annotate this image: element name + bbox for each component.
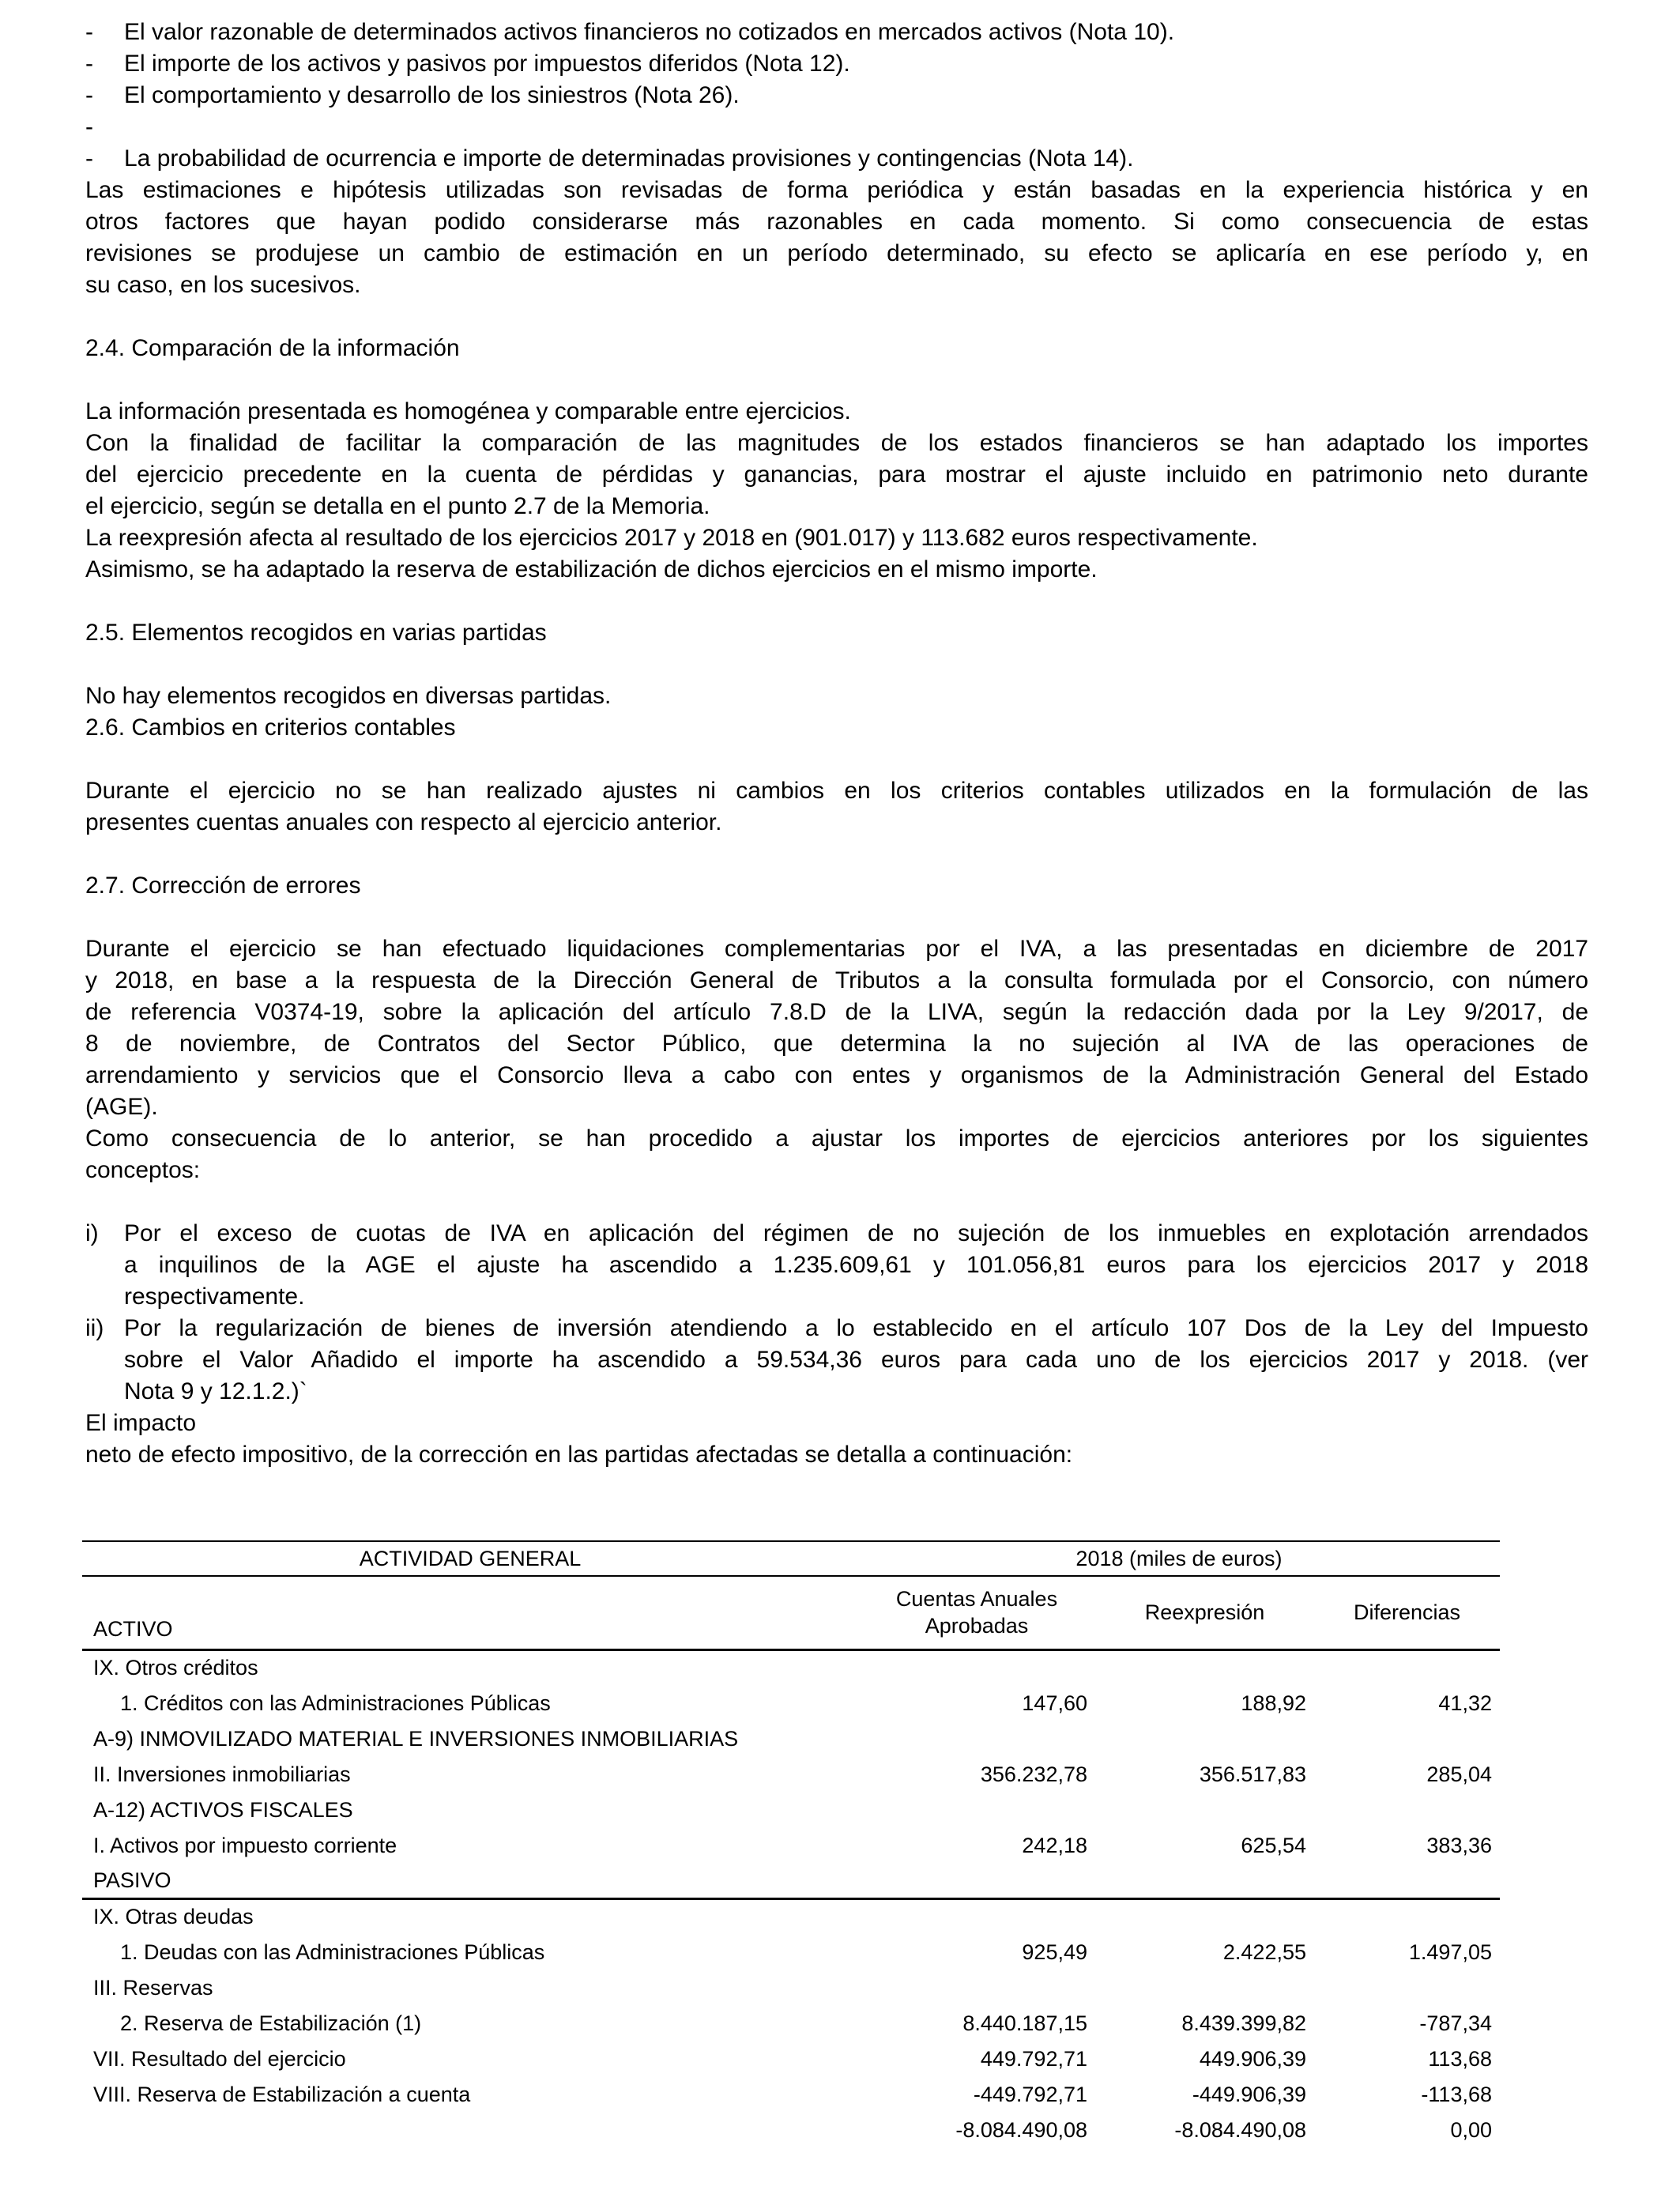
list-item-text [124,1313,1588,1408]
paragraph: La información presentada es homogénea y comparable entre ejercicios. [85,398,851,424]
row-value: -8.084.490,08 [955,2117,1087,2142]
row-value [1095,1970,1314,2005]
column-header-diferencias: Diferencias [1314,1576,1500,1649]
paragraph-estimaciones [85,175,1588,301]
table-header-row [82,1576,1500,1649]
spacer [85,839,1588,870]
paragraph: neto de efecto impositivo, de la corrección en las partidas afectadas se detalla a continuación: [85,1442,1073,1468]
row-label: VII. Resultado del ejercicio [93,2046,346,2071]
bullet-text: El importe de los activos y pasivos por impuestos diferidos (Nota 12). [124,51,850,77]
list-marker: i) [85,1220,99,1246]
row-value: -449.906,39 [1192,2082,1306,2106]
spacer [85,649,1588,680]
row-value: 285,04 [1426,1762,1492,1786]
table-row [82,2076,1500,2112]
row-label: I. Activos por impuesto corriente [93,1833,397,1857]
paragraph [85,933,1588,1123]
text-line: otros factores que hayan podido considerarse más razonables en cada momento. Si como consecuencia de estas [85,209,1588,235]
row-value: 0,00 [1450,2117,1492,2142]
row-label: A-12) ACTIVOS FISCALES [93,1797,353,1822]
text-line: Por el exceso de cuotas de IVA en aplicación del régimen de no sujeción de los inmuebles en explotación arrendados [124,1220,1588,1246]
row-value: 356.232,78 [980,1762,1087,1786]
row-label [82,2112,858,2147]
list-item-i [85,1218,1588,1313]
text-line: su caso, en los sucesivos. [85,272,361,298]
row-value [858,1721,1095,1756]
text-line: revisiones se produjese un cambio de estimación en un período determinado, su efecto se aplicaría en ese período y, en [85,240,1588,266]
section-heading-2-7: 2.7. Corrección de errores [85,873,361,899]
row-value [858,1970,1095,2005]
section-heading-2-4: 2.4. Comparación de la información [85,335,460,361]
list-item-text [124,1218,1588,1313]
row-label: 2. Reserva de Estabilización (1) [120,2011,422,2035]
row-value: 8.440.187,15 [962,2011,1087,2035]
row-value: 188,92 [1241,1691,1306,1715]
spacer [85,364,1588,396]
text-line: Durante el ejercicio no se han realizado ajustes ni cambios en los criterios contables utilizados en la formulación de las [85,778,1588,804]
row-value: 1.497,05 [1408,1940,1492,1964]
paragraph: No hay elementos recogidos en diversas partidas. [85,683,612,709]
table-row [82,1756,1500,1792]
column-header-reexpresion: Reexpresión [1095,1576,1314,1649]
text-line: Con la finalidad de facilitar la comparación de las magnitudes de los estados financieros se han adaptado los importes [85,430,1588,456]
table-row [82,2112,1500,2147]
bullet-item [85,111,1588,143]
table-row [82,1898,1500,1934]
table-row [82,2005,1500,2041]
text-line: de referencia V0374-19, sobre la aplicación del artículo 7.8.D de la LIVA, según la redacción dada por la Ley 9/2017, de [85,999,1588,1025]
bullet-marker: - [85,82,93,108]
row-value: 41,32 [1438,1691,1492,1715]
table-body [82,1649,1500,2147]
text-line: Las estimaciones e hipótesis utilizadas son revisadas de forma periódica y están basadas en la experiencia histórica y en [85,177,1588,203]
row-label: VIII. Reserva de Estabilización a cuenta [93,2082,471,2106]
table-row [82,1934,1500,1970]
table-row [82,1863,1500,1898]
paragraph [85,775,1588,839]
bullet-marker: - [85,145,93,172]
paragraph [85,428,1588,522]
row-value [1095,1721,1314,1756]
text-line: presentes cuentas anuales con respecto al ejercicio anterior. [85,809,722,835]
row-label: 1. Créditos con las Administraciones Públicas [120,1691,551,1715]
spacer [85,744,1588,775]
spacer [85,301,1588,333]
row-value: 2.422,55 [1222,1940,1306,1964]
list-item-ii [85,1313,1588,1408]
row-value [1095,1649,1314,1685]
bullet-marker: - [85,19,93,45]
row-label: A-9) INMOVILIZADO MATERIAL E INVERSIONES INMOBILIARIAS [93,1726,739,1751]
row-value [1314,1792,1500,1827]
row-value [858,1863,1095,1898]
text-line: sobre el Valor Añadido el importe ha ascendido a 59.534,36 euros para cada uno de los ejercicios 2017 y 2018. (ver [124,1347,1588,1373]
bullet-text: El comportamiento y desarrollo de los siniestros (Nota 26). [124,82,740,108]
row-value: 356.517,83 [1199,1762,1306,1786]
table-title-year: 2018 (miles de euros) [1075,1547,1283,1570]
table-title-row [82,1541,1500,1576]
row-value: -449.792,71 [973,2082,1087,2106]
text-line: respectivamente. [124,1284,305,1310]
text-line: Por la regularización de bienes de inversión atendiendo a lo establecido en el artículo 107 Dos de la Ley del Impuesto [124,1315,1588,1341]
row-value [1314,1863,1500,1898]
row-value: 383,36 [1426,1833,1492,1857]
spacer [85,586,1588,617]
section-heading-2-5: 2.5. Elementos recogidos en varias partidas [85,620,547,646]
bullet-item [85,17,1588,48]
text-line: y 2018, en base a la respuesta de la Dirección General de Tributos a la consulta formulada por el Consorcio, con número [85,967,1588,993]
row-value [858,1649,1095,1685]
bullet-text: El valor razonable de determinados activos financieros no cotizados en mercados activos (Nota 10). [124,19,1175,45]
text-line: el ejercicio, según se detalla en el punto 2.7 de la Memoria. [85,493,710,519]
text-line: a inquilinos de la AGE el ajuste ha ascendido a 1.235.609,61 y 101.056,81 euros para los ejercicios 2017 y 2018 [124,1252,1588,1278]
text-line: 8 de noviembre, de Contratos del Sector Público, que determina la no sujeción al IVA de las operaciones de [85,1031,1588,1057]
table-row [82,1827,1500,1863]
table-row [82,1970,1500,2005]
table-row [82,1721,1500,1756]
table-row [82,1792,1500,1827]
text-line: conceptos: [85,1157,201,1183]
spacer [85,902,1588,933]
row-value [1095,1898,1314,1934]
row-value [1314,1898,1500,1934]
bullet-item [85,48,1588,80]
paragraph: La reexpresión afecta al resultado de los ejercicios 2017 y 2018 en (901.017) y 113.682 euros respectivamente. [85,525,1258,551]
row-value: 925,49 [1022,1940,1087,1964]
column-header-activo: ACTIVO [82,1576,858,1649]
row-value: 242,18 [1022,1833,1087,1857]
correction-table [82,1540,1500,2147]
row-value: -113,68 [1421,2082,1492,2106]
bullet-marker: - [85,51,93,77]
paragraph [85,1123,1588,1186]
paragraph: El impacto [85,1410,197,1436]
section-heading-2-6: 2.6. Cambios en criterios contables [85,714,456,741]
text-line: arrendamiento y servicios que el Consorcio lleva a cabo con entes y organismos de la Administración General del Estado [85,1062,1588,1088]
table-row [82,1649,1500,1685]
table-title-activity: ACTIVIDAD GENERAL [359,1547,582,1570]
row-value: 625,54 [1241,1833,1306,1857]
row-value: -8.084.490,08 [1174,2117,1306,2142]
paragraph: Asimismo, se ha adaptado la reserva de estabilización de dichos ejercicios en el mismo importe. [85,556,1098,582]
row-label: IX. Otros créditos [93,1656,258,1680]
list-marker: ii) [85,1315,104,1341]
row-value: 147,60 [1022,1691,1087,1715]
row-value [1095,1792,1314,1827]
table-row [82,2041,1500,2076]
row-label: IX. Otras deudas [93,1905,254,1929]
row-value [858,1792,1095,1827]
row-value: 449.792,71 [980,2046,1087,2071]
row-value [858,1898,1095,1934]
row-label: II. Inversiones inmobiliarias [93,1762,351,1786]
column-header-cuentas-anuales: Cuentas Anuales Aprobadas [858,1576,1095,1649]
text-line: (AGE). [85,1094,158,1120]
row-value [1314,1649,1500,1685]
row-label: III. Reservas [93,1975,213,2000]
bullet-text: La probabilidad de ocurrencia e importe de determinadas provisiones y contingencias (Nota 14). [124,145,1134,172]
text-line: Como consecuencia de lo anterior, se han procedido a ajustar los importes de ejercicios anteriores por los siguientes [85,1125,1588,1152]
row-value: -787,34 [1419,2011,1492,2035]
row-value: 8.439.399,82 [1181,2011,1306,2035]
row-label: 1. Deudas con las Administraciones Públicas [120,1940,545,1964]
text-line: del ejercicio precedente en la cuenta de pérdidas y ganancias, para mostrar el ajuste incluido en patrimonio neto durante [85,462,1588,488]
row-value [1095,1863,1314,1898]
text-line: Durante el ejercicio se han efectuado liquidaciones complementarias por el IVA, a las presentadas en diciembre de 2017 [85,936,1588,962]
row-value: 113,68 [1428,2046,1492,2071]
text-line: Nota 9 y 12.1.2.)` [124,1378,307,1404]
bullet-item [85,143,1588,175]
row-label: PASIVO [82,1863,858,1898]
row-value [1314,1721,1500,1756]
row-value [1314,1970,1500,2005]
bullet-item [85,80,1588,111]
row-value: 449.906,39 [1199,2046,1306,2071]
bullet-marker: - [85,114,93,140]
bullet-list [85,17,1588,175]
spacer [85,1186,1588,1218]
table-row [82,1685,1500,1721]
